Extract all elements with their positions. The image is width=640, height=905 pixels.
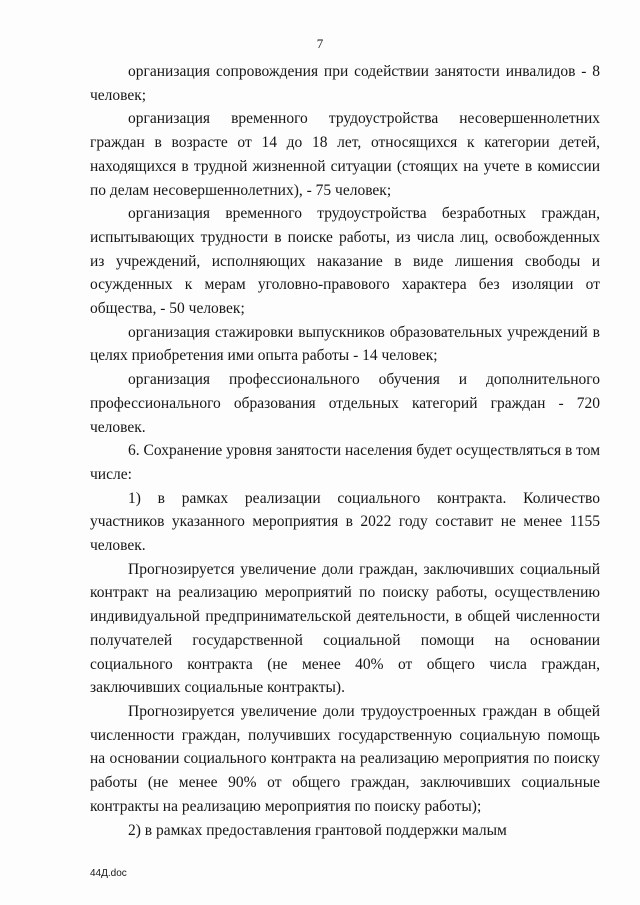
- paragraph-released-persons-employment: организация временного трудоустройства безработных граждан, испытывающих трудности в поиске работы, из числа лиц, освобожденных из учреждений, исполняющих наказание в виде лишения свободы и осужденных к мерам уголовно-правового характера без изоляции от общества, - 50 человек;: [90, 205, 600, 318]
- paragraph-section-6-intro: 6. Сохранение уровня занятости населения будет осуществляться в том числе:: [90, 442, 600, 483]
- file-name-footer: 44Д.doc: [90, 868, 127, 879]
- paragraph-professional-training: организация профессионального обучения и дополнительного профессионального образования отдельных категорий граждан - 720 человек.: [90, 371, 600, 436]
- paragraph-forecast-share-employed: Прогнозируется увеличение доли трудоустроенных граждан в общей численности граждан, получивших государственную социальную помощь на основании социального контракта на реализацию мероприятия по поиску работы (не менее 90% от общего граждан, заключивших социальные контракты на реализацию мероприятия по поиску работы);: [90, 702, 600, 815]
- paragraph-disabled-employment-support: организация сопровождения при содействии занятости инвалидов - 8 человек;: [90, 63, 600, 104]
- document-body: [90, 60, 600, 842]
- paragraph-grant-support: 2) в рамках предоставления грантовой поддержки малым: [128, 821, 507, 839]
- paragraph-social-contract: 1) в рамках реализации социального контракта. Количество участников указанного мероприятия в 2022 году составит не менее 1155 человек.: [90, 489, 600, 555]
- paragraph-minors-temporary-employment: организация временного трудоустройства несовершеннолетних граждан в возрасте от 14 до 18 лет, относящихся к категории детей, находящихся в трудной жизненной ситуации (стоящих на учете в комиссии по делам несовершеннолетних), - 75 человек;: [90, 110, 600, 199]
- page-number: 7: [316, 36, 324, 51]
- paragraph-forecast-share-contracts: Прогнозируется увеличение доли граждан, заключивших социальный контракт на реализацию мероприятий по поиску работы, осуществлению индивидуальной предпринимательской деятельности, в общей численности получателей государственной социальной помощи на основании социального контракта (не менее 40% от общего числа граждан, заключивших социальные контракты).: [90, 560, 600, 697]
- paragraph-graduate-internships: организация стажировки выпускников образовательных учреждений в целях приобретения ими опыта работы - 14 человек;: [90, 323, 600, 365]
